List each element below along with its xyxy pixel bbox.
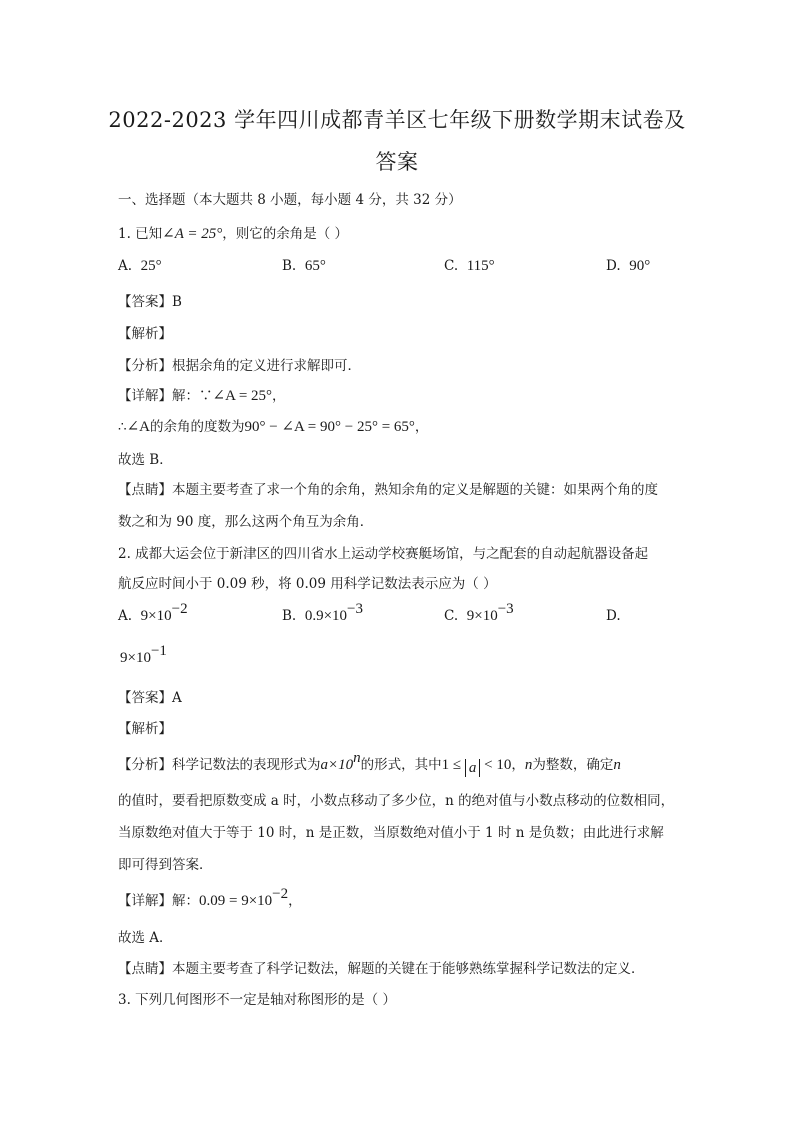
option-value: 90°: [629, 258, 651, 274]
q2-fenxi-text-d: 为整数，确定: [532, 757, 614, 773]
q2-answer: 【答案】A: [118, 690, 182, 706]
option-base: 9×10: [140, 608, 172, 624]
q2-option-a: [118, 601, 188, 625]
option-letter: C.: [444, 258, 459, 274]
q1-stem-math: ∠A = 25°: [162, 226, 223, 242]
q1-stem-suffix: ，则它的余角是（ ）: [222, 226, 349, 242]
q2-xiangjie-prefix: 【详解】解：: [118, 893, 199, 909]
q1-option-b: [282, 258, 326, 275]
q2-fenxi-ineq-right: < 10: [480, 757, 512, 773]
q2-stem-line1: 2. 成都大运会位于新津区的四川省水上运动学校赛艇场馆，与之配套的自动起航器设备起: [118, 546, 649, 562]
q2-option-c: [444, 601, 514, 625]
q1-xiangjie-math: ∠A = 25°: [212, 388, 273, 404]
q2-analysis-label: 【解析】: [118, 721, 172, 737]
option-value: 115°: [466, 258, 495, 274]
q1-stem: [118, 222, 348, 243]
q1-xiangjie-suffix: ，: [272, 388, 286, 404]
q2-fenxi-line2: 的值时，要看把原数变成 a 时，小数点移动了多少位，n 的绝对值与小数点移动的位数相同，: [118, 793, 675, 809]
option-value: 65°: [304, 258, 326, 274]
q2-fenxi-abs-a: a: [465, 759, 481, 777]
document-title-line2: 答案: [375, 150, 419, 174]
q2-choose: 故选 A．: [118, 930, 173, 946]
q1-option-a: [118, 258, 162, 275]
option-exponent: −3: [347, 601, 363, 617]
document-title-line1: 2022-2023 学年四川成都青羊区七年级下册数学期末试卷及: [108, 108, 686, 132]
option-base: 0.9×10: [304, 608, 348, 624]
option-letter: B.: [282, 608, 297, 624]
q2-fenxi-ineq-left: 1 ≤: [441, 757, 465, 773]
q2-fenxi-form: a×10: [320, 757, 354, 773]
q1-option-c: [444, 258, 495, 275]
option-letter: C.: [444, 608, 459, 624]
q2-xiangjie-suffix: ，: [288, 893, 302, 909]
q1-step2-math-a: ∠A: [126, 419, 150, 435]
q2-xiangjie-math: 0.09 = 9×10: [199, 893, 273, 909]
q2-option-b: [282, 601, 363, 625]
q2-dianjing: 【点睛】本题主要考查了科学记数法，解题的关键在于能够熟练掌握科学记数法的定义．: [118, 961, 645, 977]
q2-fenxi-line1: [118, 750, 621, 777]
q1-step2-text: 的余角的度数为: [150, 419, 245, 435]
q1-xiangjie: [118, 384, 286, 405]
q1-step2-math-b: 90° − ∠A = 90° − 25° = 65°: [244, 419, 415, 435]
q1-answer: 【答案】B: [118, 294, 182, 310]
option-base: 9×10: [466, 608, 498, 624]
q2-xiangjie: [118, 886, 302, 910]
q1-step2: [118, 415, 428, 436]
q2-fenxi-n: n: [524, 757, 533, 773]
q1-choose: 故选 B．: [118, 452, 173, 468]
q2-fenxi-n2: n: [613, 757, 621, 773]
option-letter: B.: [282, 258, 297, 274]
q2-xiangjie-exp: −2: [272, 886, 289, 902]
q3-stem: 3. 下列几何图形不一定是轴对称图形的是（ ）: [118, 992, 396, 1008]
q2-stem-line2: 航反应时间小于 0.09 秒，将 0.09 用科学记数法表示应为（ ）: [118, 576, 497, 592]
q1-option-d: [606, 258, 650, 275]
q1-analysis-label: 【解析】: [118, 326, 172, 342]
q2-fenxi-text-b: 的形式，其中: [360, 757, 442, 773]
q1-xiangjie-prefix: 【详解】解：∵: [118, 388, 213, 404]
q2-fenxi-line4: 即可得到答案．: [118, 857, 213, 873]
q2-fenxi-text-c: ，: [511, 757, 525, 773]
section-heading: 一、选择题（本大题共 8 小题，每小题 4 分，共 32 分）: [118, 192, 462, 208]
option-exponent: −1: [150, 643, 167, 659]
option-letter: D.: [606, 608, 621, 624]
q1-step2-suffix: ，: [414, 419, 429, 435]
option-base: 9×10: [120, 650, 151, 666]
option-letter: A.: [118, 258, 133, 274]
q2-fenxi-line3: 当原数绝对值大于等于 10 时，n 是正数，当原数绝对值小于 1 时 n 是负数；由此进行求解: [118, 825, 664, 841]
q2-option-d-value: [120, 643, 167, 667]
option-exponent: −2: [171, 601, 188, 617]
q2-fenxi-form-exp: n: [353, 750, 361, 766]
q1-stem-prefix: 1. 已知: [118, 226, 163, 242]
q1-step2-prefix: ∴: [118, 419, 127, 435]
option-value: 25°: [140, 258, 162, 274]
option-letter: D.: [606, 258, 621, 274]
q2-option-d-letter: [606, 608, 621, 624]
q2-fenxi-text-a: 【分析】科学记数法的表现形式为: [118, 757, 321, 773]
q1-fenxi: 【分析】根据余角的定义进行求解即可．: [118, 358, 361, 374]
q1-dianjing-line1: 【点睛】本题主要考查了求一个角的余角，熟知余角的定义是解题的关键：如果两个角的度: [118, 482, 658, 498]
option-exponent: −3: [497, 601, 514, 617]
q1-dianjing-line2: 数之和为 90 度，那么这两个角互为余角．: [118, 514, 374, 530]
option-letter: A.: [118, 608, 133, 624]
